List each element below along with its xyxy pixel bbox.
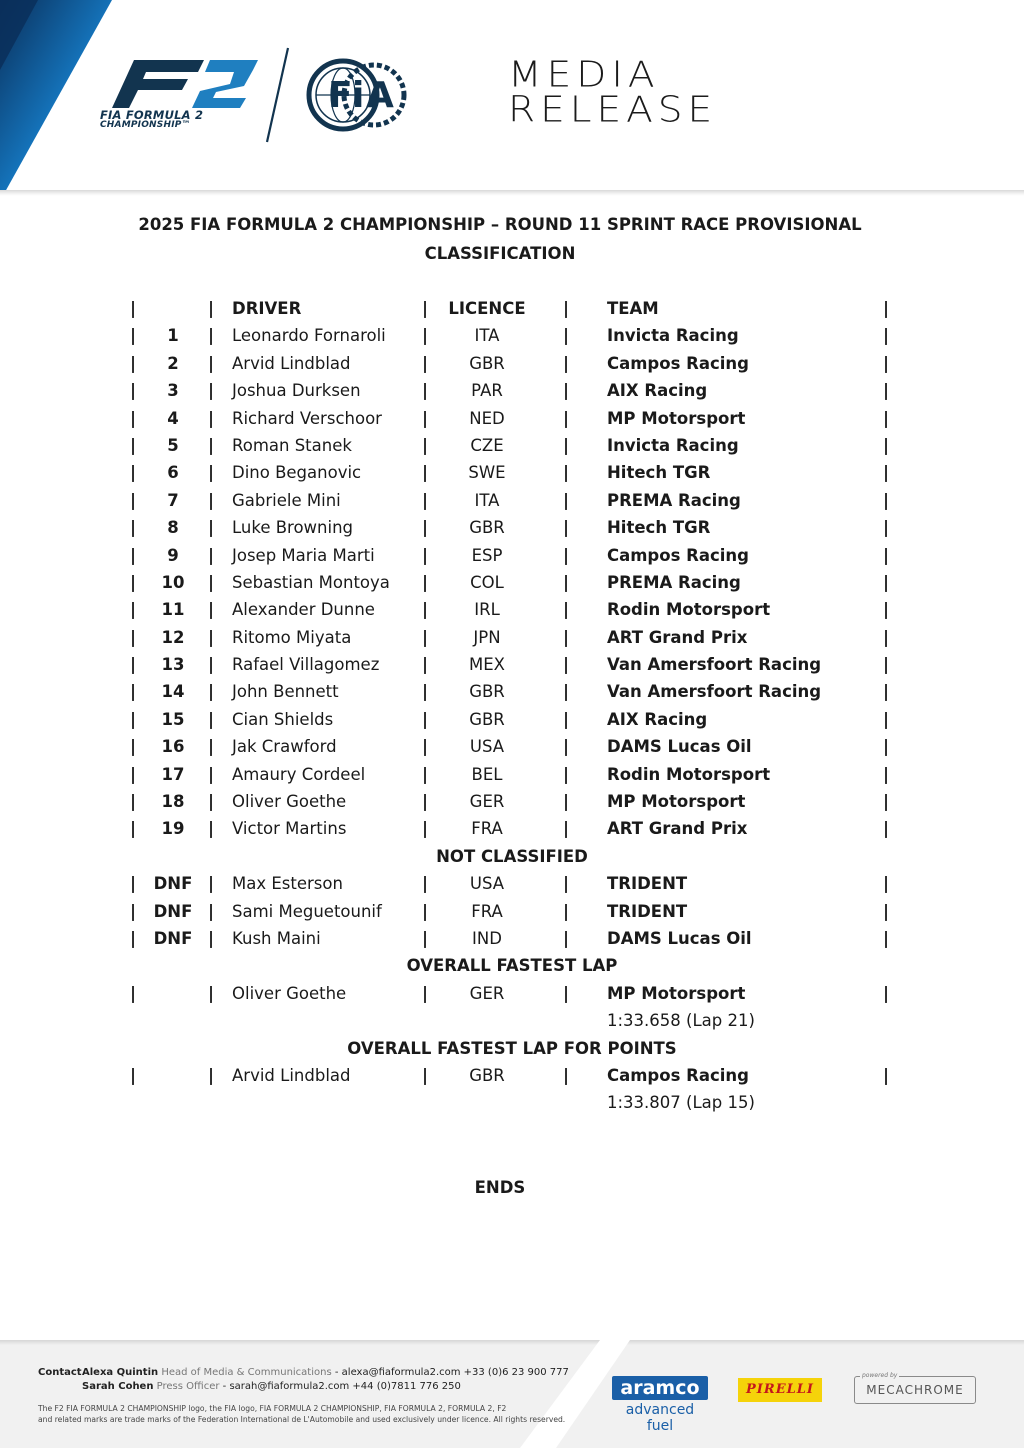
driver-cell: Oliver Goethe bbox=[232, 792, 347, 812]
column-separator: | bbox=[422, 874, 429, 894]
column-separator: | bbox=[130, 983, 137, 1003]
column-separator: | bbox=[883, 983, 890, 1003]
column-separator: | bbox=[883, 792, 890, 812]
position-cell: 8 bbox=[167, 518, 179, 538]
column-separator: | bbox=[563, 764, 570, 784]
table-row bbox=[0, 1062, 1024, 1089]
column-separator: | bbox=[208, 408, 215, 428]
column-separator: | bbox=[563, 545, 570, 565]
mecachrome-logo: MECACHROME bbox=[854, 1376, 976, 1404]
column-separator: | bbox=[422, 764, 429, 784]
column-separator: | bbox=[130, 518, 137, 538]
column-separator: | bbox=[208, 353, 215, 373]
column-separator: | bbox=[130, 764, 137, 784]
fia-logo bbox=[306, 58, 410, 132]
media-release-line1: MEDIA bbox=[508, 54, 660, 96]
document-title bbox=[130, 210, 870, 268]
media-release-line2: RELEASE bbox=[508, 89, 718, 131]
position-cell: 13 bbox=[161, 655, 185, 675]
column-separator: | bbox=[563, 435, 570, 455]
team-cell: PREMA Racing bbox=[607, 490, 741, 510]
licence-cell: CZE bbox=[470, 435, 504, 455]
column-separator: | bbox=[130, 353, 137, 373]
driver-cell: Josep Maria Marti bbox=[232, 545, 375, 565]
svg-text:A: A bbox=[366, 75, 394, 116]
fastest-lap-points-heading: OVERALL FASTEST LAP FOR POINTS bbox=[347, 1038, 677, 1058]
team-cell: Rodin Motorsport bbox=[607, 764, 771, 784]
table-row bbox=[0, 459, 1024, 486]
position-cell: DNF bbox=[153, 928, 193, 948]
licence-cell: BEL bbox=[471, 764, 503, 784]
licence-cell: GBR bbox=[469, 709, 505, 729]
column-separator: | bbox=[883, 326, 890, 346]
column-separator: | bbox=[563, 518, 570, 538]
team-cell: Van Amersfoort Racing bbox=[607, 655, 822, 675]
licence-cell: USA bbox=[469, 737, 505, 757]
legal-notice-line2: and related marks are trade marks of the Federation International de L'Automobile and used exclusively under licence. All rights reserved. bbox=[38, 1415, 566, 1424]
licence-cell: NED bbox=[469, 408, 505, 428]
team-cell: PREMA Racing bbox=[607, 572, 741, 592]
table-row bbox=[0, 733, 1024, 760]
team-cell: DAMS Lucas Oil bbox=[607, 737, 752, 757]
column-separator: | bbox=[883, 874, 890, 894]
table-row bbox=[0, 405, 1024, 432]
team-cell: Campos Racing bbox=[607, 353, 749, 373]
column-separator: | bbox=[208, 819, 215, 839]
position-cell: DNF bbox=[153, 901, 193, 921]
ends-marker: ENDS bbox=[474, 1178, 526, 1197]
licence-cell: IRL bbox=[474, 600, 500, 620]
table-row bbox=[0, 350, 1024, 377]
contact-details: - sarah@fiaformula2.com +44 (0)7811 776 250 bbox=[222, 1381, 461, 1392]
column-separator: | bbox=[208, 709, 215, 729]
column-separator: | bbox=[208, 901, 215, 921]
licence-cell: JPN bbox=[473, 627, 501, 647]
column-separator: | bbox=[130, 928, 137, 948]
f2-caption-line2: CHAMPIONSHIP™ bbox=[100, 120, 191, 130]
table-row bbox=[0, 569, 1024, 596]
licence-cell: PAR bbox=[471, 381, 503, 401]
driver-cell: Alexander Dunne bbox=[232, 600, 375, 620]
column-separator: | bbox=[422, 792, 429, 812]
table-row bbox=[0, 487, 1024, 514]
contact-name: Sarah Cohen bbox=[82, 1381, 154, 1392]
classification-table bbox=[0, 295, 1024, 1117]
column-separator: | bbox=[208, 545, 215, 565]
position-cell: 16 bbox=[161, 737, 185, 757]
column-separator: | bbox=[422, 682, 429, 702]
team-cell: Hitech TGR bbox=[607, 518, 711, 538]
column-separator: | bbox=[883, 381, 890, 401]
column-separator: | bbox=[130, 463, 137, 483]
licence-cell: GBR bbox=[469, 518, 505, 538]
team-cell: MP Motorsport bbox=[607, 983, 746, 1003]
column-separator: | bbox=[563, 463, 570, 483]
licence-cell: FRA bbox=[471, 901, 503, 921]
licence-cell: ITA bbox=[474, 490, 500, 510]
column-separator: | bbox=[563, 709, 570, 729]
f2-logo-caption bbox=[100, 110, 203, 130]
driver-cell: Richard Verschoor bbox=[232, 408, 382, 428]
column-separator: | bbox=[563, 353, 570, 373]
column-separator: | bbox=[563, 874, 570, 894]
licence-cell: GER bbox=[469, 792, 505, 812]
column-separator: | bbox=[883, 627, 890, 647]
column-separator: | bbox=[208, 655, 215, 675]
licence-cell: SWE bbox=[468, 463, 506, 483]
driver-cell: Sebastian Montoya bbox=[232, 572, 390, 592]
column-separator: | bbox=[422, 1065, 429, 1085]
team-cell: TRIDENT bbox=[607, 874, 688, 894]
team-header: TEAM bbox=[607, 299, 659, 318]
lap-time-cell: 1:33.807 (Lap 15) bbox=[607, 1093, 755, 1113]
column-separator: | bbox=[563, 901, 570, 921]
table-row bbox=[0, 870, 1024, 897]
column-separator: | bbox=[563, 983, 570, 1003]
licence-cell: GBR bbox=[469, 353, 505, 373]
header-divider-shadow bbox=[0, 190, 1024, 196]
column-separator: | bbox=[422, 901, 429, 921]
table-row bbox=[0, 925, 1024, 952]
position-cell: 5 bbox=[167, 435, 179, 455]
legal-notice bbox=[38, 1403, 565, 1425]
mecachrome-powered-by: powered by bbox=[862, 1372, 898, 1379]
f2-logo-mark bbox=[112, 58, 260, 110]
contact-name: Alexa Quintin bbox=[82, 1367, 159, 1378]
team-cell: MP Motorsport bbox=[607, 408, 746, 428]
column-separator: | bbox=[563, 737, 570, 757]
column-separator: | bbox=[883, 764, 890, 784]
column-separator: | bbox=[422, 326, 429, 346]
column-separator: | bbox=[563, 299, 570, 318]
licence-cell: USA bbox=[469, 874, 505, 894]
table-row bbox=[0, 542, 1024, 569]
table-row bbox=[0, 624, 1024, 651]
column-separator: | bbox=[130, 682, 137, 702]
driver-cell: Jak Crawford bbox=[232, 737, 337, 757]
table-row bbox=[0, 761, 1024, 788]
table-row bbox=[0, 596, 1024, 623]
contact-line bbox=[82, 1366, 569, 1380]
column-separator: | bbox=[422, 518, 429, 538]
column-separator: | bbox=[130, 572, 137, 592]
driver-cell: Rafael Villagomez bbox=[232, 655, 380, 675]
table-row bbox=[0, 706, 1024, 733]
driver-cell: John Bennett bbox=[232, 682, 339, 702]
team-cell: TRIDENT bbox=[607, 901, 688, 921]
column-separator: | bbox=[422, 545, 429, 565]
column-separator: | bbox=[563, 490, 570, 510]
column-separator: | bbox=[208, 572, 215, 592]
column-separator: | bbox=[422, 819, 429, 839]
legal-notice-line1: The F2 FIA FORMULA 2 CHAMPIONSHIP logo, the FIA logo, FIA FORMULA 2 CHAMPIONSHIP, FIA FORMULA 2, FORMULA 2, F2 bbox=[38, 1404, 507, 1413]
column-separator: | bbox=[883, 928, 890, 948]
driver-cell: Max Esterson bbox=[232, 874, 343, 894]
licence-cell: MEX bbox=[469, 655, 505, 675]
column-separator: | bbox=[208, 874, 215, 894]
table-header-row bbox=[0, 295, 1024, 322]
column-separator: | bbox=[130, 901, 137, 921]
column-separator: | bbox=[883, 353, 890, 373]
column-separator: | bbox=[883, 709, 890, 729]
driver-cell: Arvid Lindblad bbox=[232, 353, 351, 373]
column-separator: | bbox=[422, 928, 429, 948]
column-separator: | bbox=[563, 819, 570, 839]
position-cell: 17 bbox=[161, 764, 185, 784]
column-separator: | bbox=[422, 299, 429, 318]
driver-cell: Sami Meguetounif bbox=[232, 901, 382, 921]
licence-cell: GBR bbox=[469, 682, 505, 702]
f2-championship-logo bbox=[100, 58, 260, 134]
column-separator: | bbox=[563, 600, 570, 620]
column-separator: | bbox=[563, 572, 570, 592]
team-cell: Campos Racing bbox=[607, 545, 749, 565]
column-separator: | bbox=[883, 901, 890, 921]
column-separator: | bbox=[208, 737, 215, 757]
document-title-line1: 2025 FIA FORMULA 2 CHAMPIONSHIP – ROUND 11 SPRINT RACE PROVISIONAL bbox=[138, 215, 862, 234]
column-separator: | bbox=[883, 545, 890, 565]
team-cell: Hitech TGR bbox=[607, 463, 711, 483]
column-separator: | bbox=[883, 600, 890, 620]
team-cell: MP Motorsport bbox=[607, 792, 746, 812]
column-separator: | bbox=[130, 819, 137, 839]
table-row bbox=[0, 788, 1024, 815]
column-separator: | bbox=[563, 381, 570, 401]
footer-divider-shadow bbox=[0, 1340, 1024, 1345]
column-separator: | bbox=[130, 600, 137, 620]
driver-cell: Roman Stanek bbox=[232, 435, 352, 455]
column-separator: | bbox=[208, 792, 215, 812]
position-cell: 10 bbox=[161, 572, 185, 592]
team-cell: AIX Racing bbox=[607, 381, 708, 401]
driver-cell: Leonardo Fornaroli bbox=[232, 326, 386, 346]
position-cell: 15 bbox=[161, 709, 185, 729]
column-separator: | bbox=[208, 435, 215, 455]
position-cell: 7 bbox=[167, 490, 179, 510]
page-header bbox=[0, 0, 1024, 192]
column-separator: | bbox=[883, 518, 890, 538]
column-separator: | bbox=[422, 983, 429, 1003]
driver-header: DRIVER bbox=[232, 299, 302, 318]
position-cell: 1 bbox=[167, 326, 179, 346]
svg-text:F: F bbox=[328, 75, 353, 116]
column-separator: | bbox=[883, 408, 890, 428]
column-separator: | bbox=[130, 381, 137, 401]
column-separator: | bbox=[130, 1065, 137, 1085]
table-row bbox=[0, 815, 1024, 842]
team-cell: ART Grand Prix bbox=[607, 627, 748, 647]
contact-details: - alexa@fiaformula2.com +33 (0)6 23 900 777 bbox=[334, 1367, 569, 1378]
column-separator: | bbox=[883, 682, 890, 702]
aramco-logo bbox=[612, 1376, 712, 1434]
lap-time-row bbox=[0, 1089, 1024, 1116]
table-row bbox=[0, 898, 1024, 925]
column-separator: | bbox=[208, 764, 215, 784]
column-separator: | bbox=[208, 627, 215, 647]
table-row bbox=[0, 980, 1024, 1007]
table-row bbox=[0, 322, 1024, 349]
team-cell: Van Amersfoort Racing bbox=[607, 682, 822, 702]
licence-cell: ESP bbox=[471, 545, 503, 565]
column-separator: | bbox=[422, 463, 429, 483]
position-cell: 6 bbox=[167, 463, 179, 483]
table-row bbox=[0, 432, 1024, 459]
column-separator: | bbox=[422, 381, 429, 401]
column-separator: | bbox=[130, 792, 137, 812]
aramco-wordmark: aramco bbox=[612, 1376, 708, 1400]
column-separator: | bbox=[130, 490, 137, 510]
column-separator: | bbox=[130, 435, 137, 455]
column-separator: | bbox=[130, 655, 137, 675]
column-separator: | bbox=[883, 737, 890, 757]
column-separator: | bbox=[208, 326, 215, 346]
driver-cell: Luke Browning bbox=[232, 518, 354, 538]
f2-caption-line1: FIA FORMULA 2 bbox=[100, 108, 204, 122]
column-separator: | bbox=[422, 490, 429, 510]
position-cell: 18 bbox=[161, 792, 185, 812]
column-separator: | bbox=[208, 381, 215, 401]
column-separator: | bbox=[208, 928, 215, 948]
column-separator: | bbox=[422, 408, 429, 428]
column-separator: | bbox=[883, 463, 890, 483]
column-separator: | bbox=[208, 518, 215, 538]
position-cell: DNF bbox=[153, 874, 193, 894]
column-separator: | bbox=[883, 572, 890, 592]
contact-label: Contact bbox=[38, 1367, 82, 1378]
column-separator: | bbox=[422, 353, 429, 373]
position-cell: 9 bbox=[167, 545, 179, 565]
position-cell: 4 bbox=[167, 408, 179, 428]
team-cell: Campos Racing bbox=[607, 1065, 749, 1085]
column-separator: | bbox=[130, 545, 137, 565]
column-separator: | bbox=[883, 490, 890, 510]
column-separator: | bbox=[208, 983, 215, 1003]
aramco-tagline: advanced fuel bbox=[625, 1402, 695, 1434]
column-separator: | bbox=[130, 408, 137, 428]
licence-cell: FRA bbox=[471, 819, 503, 839]
column-separator: | bbox=[130, 709, 137, 729]
team-cell: Invicta Racing bbox=[607, 435, 739, 455]
driver-cell: Gabriele Mini bbox=[232, 490, 341, 510]
driver-cell: Cian Shields bbox=[232, 709, 334, 729]
driver-cell: Dino Beganovic bbox=[232, 463, 362, 483]
column-separator: | bbox=[883, 299, 890, 318]
table-row bbox=[0, 514, 1024, 541]
contact-line bbox=[82, 1380, 461, 1394]
licence-cell: IND bbox=[472, 928, 502, 948]
column-separator: | bbox=[883, 1065, 890, 1085]
svg-text:i: i bbox=[352, 75, 365, 116]
column-separator: | bbox=[563, 682, 570, 702]
lap-time-row bbox=[0, 1007, 1024, 1034]
column-separator: | bbox=[883, 655, 890, 675]
driver-cell: Ritomo Miyata bbox=[232, 627, 352, 647]
driver-cell: Arvid Lindblad bbox=[232, 1065, 351, 1085]
pirelli-logo: PIRELLI bbox=[738, 1378, 822, 1402]
column-separator: | bbox=[563, 792, 570, 812]
team-cell: DAMS Lucas Oil bbox=[607, 928, 752, 948]
fastest-lap-heading: OVERALL FASTEST LAP bbox=[406, 956, 618, 976]
document-title-line2: CLASSIFICATION bbox=[424, 244, 576, 263]
column-separator: | bbox=[130, 874, 137, 894]
lap-time-cell: 1:33.658 (Lap 21) bbox=[607, 1011, 755, 1031]
position-cell: 11 bbox=[161, 600, 185, 620]
column-separator: | bbox=[422, 572, 429, 592]
column-separator: | bbox=[563, 627, 570, 647]
column-separator: | bbox=[208, 682, 215, 702]
column-separator: | bbox=[130, 737, 137, 757]
position-cell: 2 bbox=[167, 353, 179, 373]
contact-role: Head of Media & Communications bbox=[161, 1367, 332, 1378]
column-separator: | bbox=[422, 655, 429, 675]
team-cell: Rodin Motorsport bbox=[607, 600, 771, 620]
column-separator: | bbox=[130, 326, 137, 346]
driver-cell: Amaury Cordeel bbox=[232, 764, 366, 784]
position-cell: 12 bbox=[161, 627, 185, 647]
team-cell: ART Grand Prix bbox=[607, 819, 748, 839]
column-separator: | bbox=[563, 928, 570, 948]
column-separator: | bbox=[208, 600, 215, 620]
column-separator: | bbox=[422, 709, 429, 729]
licence-cell: GER bbox=[469, 983, 505, 1003]
column-separator: | bbox=[563, 326, 570, 346]
not-classified-heading: NOT CLASSIFIED bbox=[436, 846, 588, 866]
column-separator: | bbox=[563, 408, 570, 428]
driver-cell: Victor Martins bbox=[232, 819, 347, 839]
contact-role: Press Officer bbox=[156, 1381, 220, 1392]
column-separator: | bbox=[422, 435, 429, 455]
column-separator: | bbox=[130, 627, 137, 647]
licence-header: LICENCE bbox=[448, 299, 526, 318]
column-separator: | bbox=[208, 463, 215, 483]
table-row bbox=[0, 377, 1024, 404]
column-separator: | bbox=[422, 600, 429, 620]
driver-cell: Joshua Durksen bbox=[232, 381, 361, 401]
media-release-title bbox=[508, 54, 718, 131]
team-cell: AIX Racing bbox=[607, 709, 708, 729]
column-separator: | bbox=[422, 737, 429, 757]
licence-cell: GBR bbox=[469, 1065, 505, 1085]
licence-cell: COL bbox=[470, 572, 504, 592]
driver-cell: Oliver Goethe bbox=[232, 983, 347, 1003]
column-separator: | bbox=[208, 299, 215, 318]
column-separator: | bbox=[883, 819, 890, 839]
column-separator: | bbox=[883, 435, 890, 455]
logo-divider bbox=[262, 46, 292, 146]
table-row bbox=[0, 678, 1024, 705]
team-cell: Invicta Racing bbox=[607, 326, 739, 346]
column-separator: | bbox=[563, 655, 570, 675]
driver-cell: Kush Maini bbox=[232, 928, 321, 948]
column-separator: | bbox=[208, 490, 215, 510]
column-separator: | bbox=[208, 1065, 215, 1085]
column-separator: | bbox=[422, 627, 429, 647]
position-cell: 3 bbox=[167, 381, 179, 401]
column-separator: | bbox=[563, 1065, 570, 1085]
position-cell: 14 bbox=[161, 682, 185, 702]
column-separator: | bbox=[130, 299, 137, 318]
table-row bbox=[0, 651, 1024, 678]
position-cell: 19 bbox=[161, 819, 185, 839]
licence-cell: ITA bbox=[474, 326, 500, 346]
